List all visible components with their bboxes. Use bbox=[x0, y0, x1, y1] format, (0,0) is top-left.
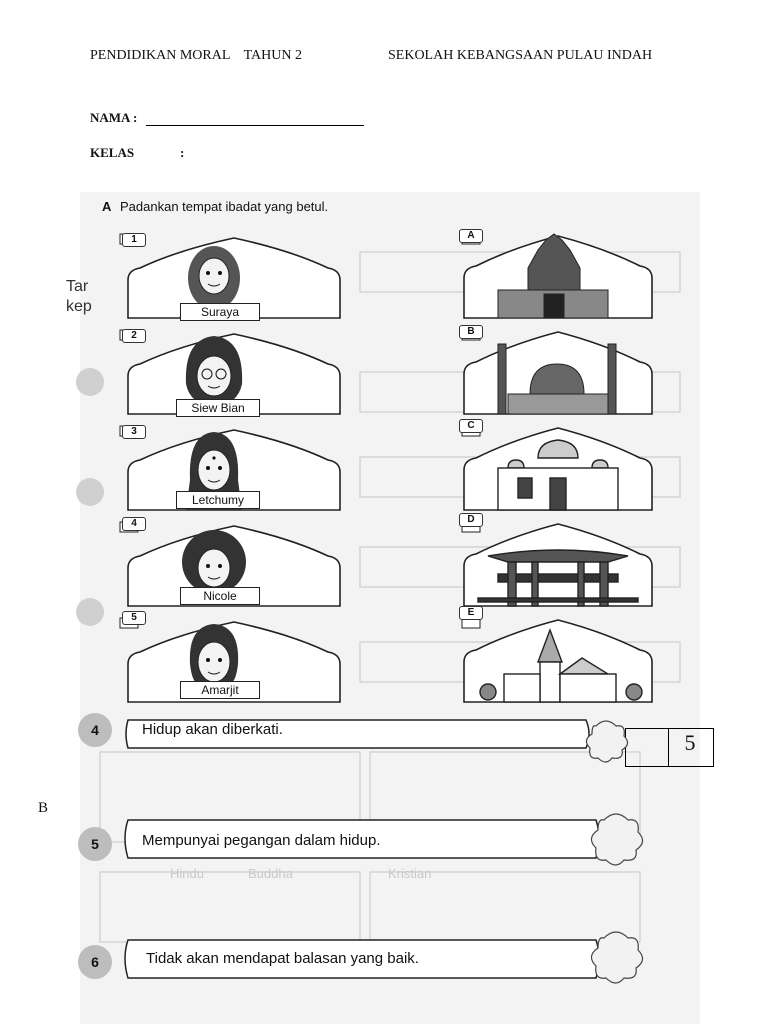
flower-6-icon bbox=[591, 932, 642, 983]
place-letter-c: C bbox=[459, 419, 483, 433]
place-card-e[interactable] bbox=[462, 618, 652, 702]
statement-text-5: Mempunyai pegangan dalam hidup. bbox=[142, 832, 381, 849]
name-tag-siew-bian: Siew Bian bbox=[176, 399, 260, 417]
short-hair-girl-icon bbox=[190, 624, 238, 684]
place-card-a[interactable] bbox=[462, 234, 652, 318]
place-letter-b: B bbox=[459, 325, 483, 339]
choice-buddha: Buddha bbox=[248, 866, 293, 881]
person-number-2: 2 bbox=[122, 329, 146, 343]
girl-with-glasses-icon bbox=[186, 336, 242, 408]
place-letter-d: D bbox=[459, 513, 483, 527]
place-card-d[interactable] bbox=[462, 522, 652, 606]
section-b-label: B bbox=[38, 800, 49, 816]
name-tag-letchumy: Letchumy bbox=[176, 491, 260, 509]
statement-number-4: 4 bbox=[78, 713, 112, 747]
flower-5-icon bbox=[591, 814, 642, 865]
person-number-3: 3 bbox=[122, 425, 146, 439]
statement-number-5: 5 bbox=[78, 827, 112, 861]
places-column bbox=[458, 228, 658, 708]
statement-number-6: 6 bbox=[78, 945, 112, 979]
school-heading: SEKOLAH KEBANGSAAN PULAU INDAH bbox=[388, 48, 653, 63]
choice-hindu: Hindu bbox=[170, 866, 204, 881]
class-colon: : bbox=[180, 145, 185, 160]
people-column bbox=[118, 228, 350, 708]
fragment-tam: Tar bbox=[66, 278, 89, 295]
chinese-temple-icon bbox=[478, 550, 638, 606]
person-number-1: 1 bbox=[122, 233, 146, 247]
place-letter-a: A bbox=[459, 229, 483, 243]
class-label: KELAS bbox=[90, 145, 135, 160]
place-card-b[interactable] bbox=[462, 330, 652, 414]
person-number-5: 5 bbox=[122, 611, 146, 625]
name-label: NAMA : bbox=[90, 110, 138, 125]
name-field[interactable] bbox=[146, 125, 364, 126]
curly-hair-girl-icon bbox=[182, 530, 246, 594]
choice-kristian: Kristian bbox=[388, 866, 432, 881]
flower-4-icon bbox=[586, 721, 627, 762]
name-tag-amarjit: Amarjit bbox=[180, 681, 260, 699]
section-a-instruction: Padankan tempat ibadat yang betul. bbox=[120, 199, 329, 214]
place-card-c[interactable] bbox=[462, 426, 652, 510]
statement-text-6: Tidak akan mendapat balasan yang baik. bbox=[146, 950, 419, 967]
score-value: 5 bbox=[684, 730, 696, 755]
name-tag-suraya: Suraya bbox=[180, 303, 260, 321]
section-a-letter: A bbox=[102, 199, 112, 214]
subject-heading: PENDIDIKAN MORAL TAHUN 2 bbox=[90, 48, 302, 63]
statement-text-4: Hidup akan diberkati. bbox=[142, 721, 283, 738]
name-tag-nicole: Nicole bbox=[180, 587, 260, 605]
place-letter-e: E bbox=[459, 606, 483, 620]
fragment-kep: kep bbox=[66, 298, 92, 315]
person-number-4: 4 bbox=[122, 517, 146, 531]
